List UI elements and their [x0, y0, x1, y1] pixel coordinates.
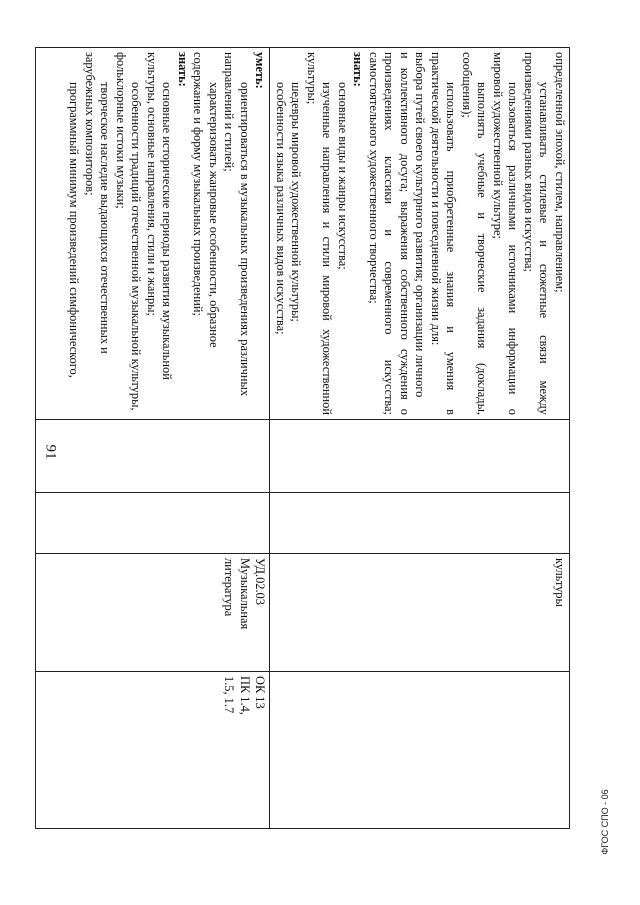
section-label: знать: — [176, 52, 190, 87]
section-label: знать: — [351, 52, 366, 87]
competency-line: выбора путей своего культурного развития; организации личного — [413, 52, 428, 398]
competency-line: произведениях классики и современного искусства; — [382, 52, 397, 415]
competency-line: самостоятельного художественного творчества; — [367, 52, 381, 304]
footer-code: ФГОС СПО - 06 — [600, 789, 610, 855]
competency-line: основные виды и жанры искусства; — [336, 82, 350, 270]
page-number: 91 — [42, 444, 59, 460]
competency-line: ориентироваться в музыкальных произведениях различных — [238, 82, 252, 397]
competency-line: шедевры мировой художественной культуры; — [289, 82, 304, 322]
discipline-text: культуры — [553, 558, 567, 607]
competence-code: ПК 1.4, — [238, 676, 252, 715]
competency-line: использовать приобретенные знания и умения в — [444, 82, 459, 415]
competency-line: культуры; — [305, 52, 319, 105]
competence-codes-cell — [270, 672, 570, 829]
standards-table — [36, 47, 571, 829]
competency-line: фольклорные истоки музыки; — [114, 52, 128, 209]
competency-line: выполнять учебные и творческие задания (доклады, — [475, 82, 490, 415]
competency-line: пользоваться различными источниками информации о — [506, 82, 521, 415]
discipline-cell — [270, 554, 570, 672]
competency-line: культуры, основные направления, стили и жанры; — [145, 52, 159, 316]
hours-max-cell — [36, 420, 270, 493]
competency-line: творческое наследие выдающихся отечественных и — [98, 82, 113, 354]
competency-line: зарубежных композиторов; — [83, 52, 97, 196]
section-label: уметь: — [253, 52, 268, 89]
competency-line: направлений и стилей; — [222, 52, 237, 172]
competency-line: произведениями разных видов искусства; — [522, 52, 536, 272]
standards-table-frame — [67, 47, 570, 828]
competency-line: устанавливать стилевые и сюжетные связи между — [537, 82, 552, 415]
competency-line: определенной эпохой, стилем, направлением; — [553, 52, 567, 293]
competency-line: изученные направления и стили мировой художественной — [320, 82, 335, 415]
competencies-cell — [36, 48, 270, 420]
table-row — [36, 48, 270, 829]
hours-max-cell — [270, 420, 570, 493]
competencies-cell — [270, 48, 570, 420]
competency-line: сообщения); — [460, 52, 474, 118]
competence-code: 1.5, 1.7 — [222, 676, 237, 714]
competency-line: практической деятельности и повседневной жизни для: — [429, 52, 443, 346]
competency-line: особенности языка различных видов искусства; — [274, 82, 288, 335]
competency-line: и коллективного досуга; выражения собственного суждения о — [398, 52, 412, 415]
competency-line: мировой художественной культуре; — [491, 52, 505, 239]
competence-code: ОК 13 — [253, 676, 268, 709]
competence-codes-cell — [36, 672, 270, 829]
hours-class-cell — [36, 493, 270, 554]
discipline-text: УД.02.03 Музыкальная литература — [222, 558, 268, 630]
discipline-cell — [36, 554, 270, 672]
competency-line: особенности традиций отечественной музыкальной культуры, — [129, 82, 144, 411]
hours-class-cell — [270, 493, 570, 554]
competency-line: содержание и форму музыкальных произведений; — [191, 52, 206, 316]
competency-line: основные исторические периоды развития музыкальной — [160, 82, 175, 380]
table-row — [270, 48, 570, 829]
competency-line: программный минимум произведений симфонического, — [67, 82, 82, 378]
competency-line: характеризовать жанровые особенности, образное — [207, 82, 221, 348]
